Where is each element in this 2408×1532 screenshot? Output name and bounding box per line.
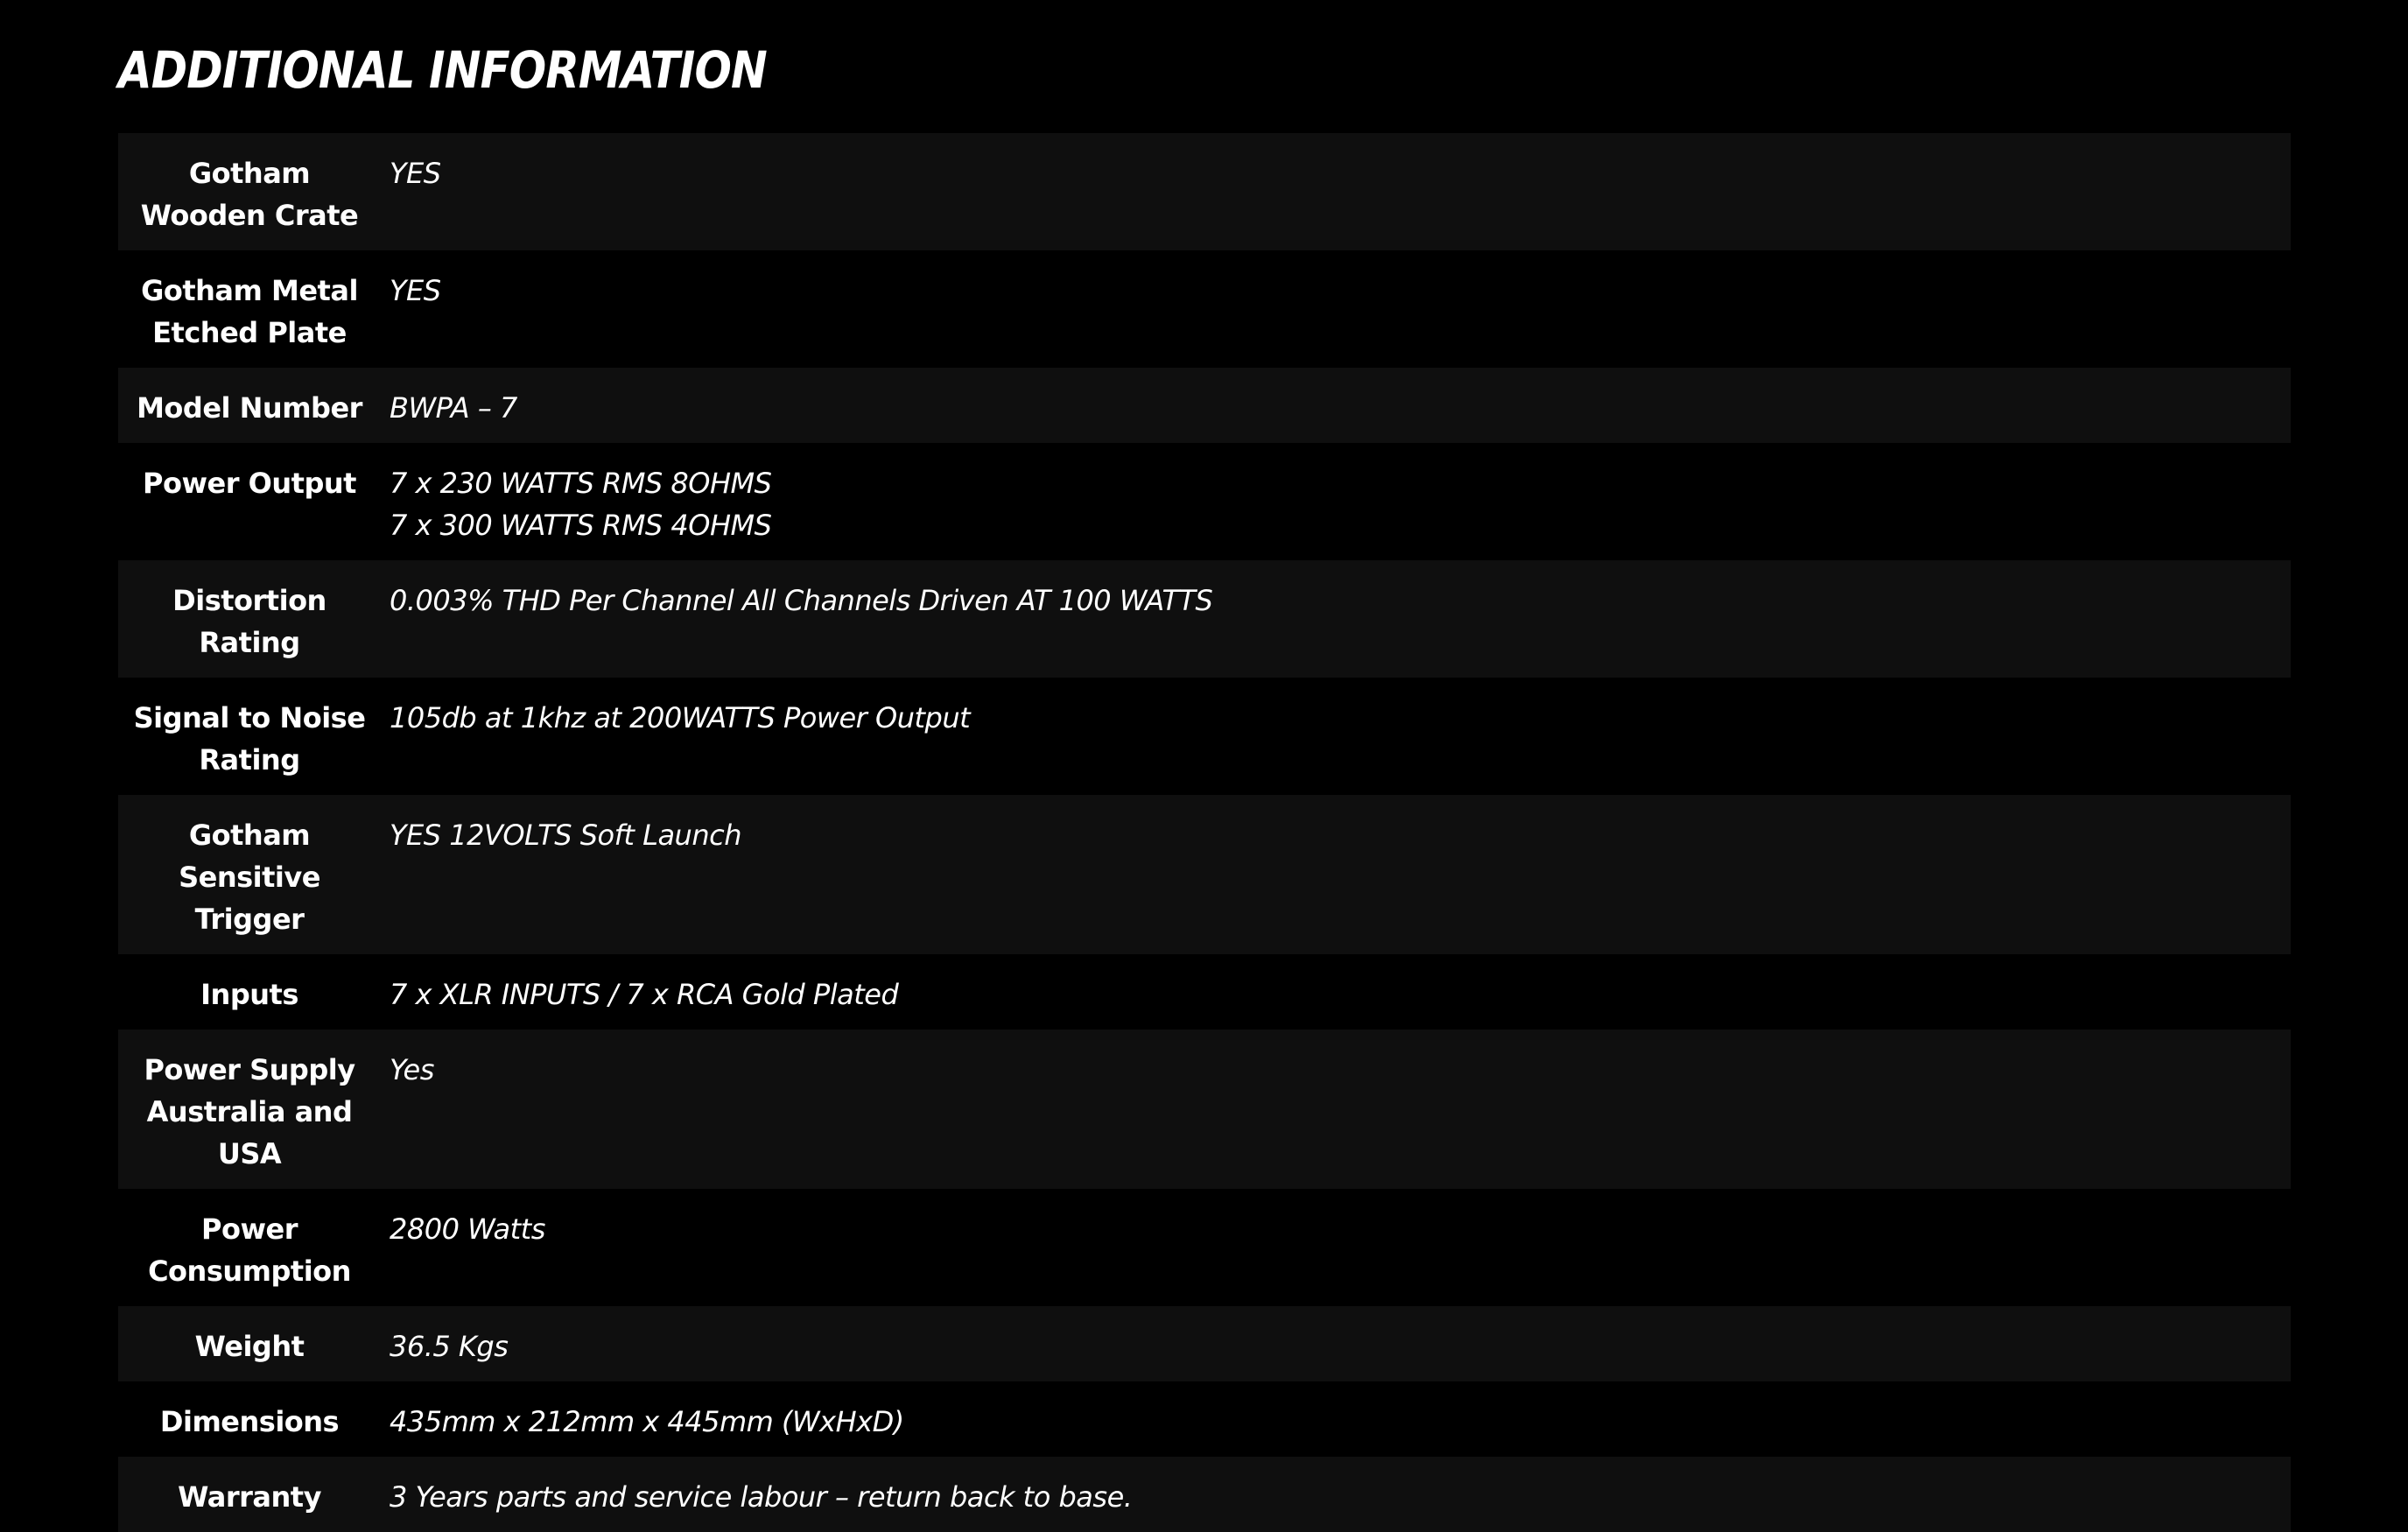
spec-value-line: 7 x 230 WATTS RMS 8OHMS [390,467,772,500]
spec-label: Power Supply Australia and USA [118,1030,381,1189]
spec-label: Distortion Rating [118,560,381,678]
spec-row [118,1306,2291,1381]
spec-value-line: YES [390,157,441,190]
spec-value-line: 2800 Watts [390,1212,545,1246]
spec-label: Dimensions [118,1381,381,1457]
spec-value-line: BWPA – 7 [390,391,517,425]
spec-value-line: Yes [390,1053,434,1086]
spec-row [118,795,2291,954]
spec-value-line: YES [390,274,441,307]
spec-value [381,368,2291,443]
spec-value-line: 7 x 300 WATTS RMS 4OHMS [390,509,772,542]
spec-label: Gotham Wooden Crate [118,133,381,250]
specs-table-body [118,133,2291,1532]
spec-value-line: 105db at 1khz at 200WATTS Power Output [390,701,971,734]
spec-value-line: YES 12VOLTS Soft Launch [390,819,741,852]
spec-value [381,1189,2291,1306]
spec-value [381,1381,2291,1457]
spec-row [118,678,2291,795]
spec-value [381,1457,2291,1532]
spec-row [118,1457,2291,1532]
spec-value [381,133,2291,250]
spec-row [118,954,2291,1030]
spec-value [381,954,2291,1030]
spec-row [118,560,2291,678]
spec-value [381,443,2291,560]
spec-label: Power Output [118,443,381,560]
spec-value-line: 7 x XLR INPUTS / 7 x RCA Gold Plated [390,978,899,1011]
spec-row [118,1381,2291,1457]
spec-label: Inputs [118,954,381,1030]
spec-row [118,368,2291,443]
spec-value-line: 0.003% THD Per Channel All Channels Driven AT 100 WATTS [390,584,1213,617]
spec-row [118,133,2291,250]
spec-label: Power Consumption [118,1189,381,1306]
spec-label: Gotham Sensitive Trigger [118,795,381,954]
spec-value [381,1306,2291,1381]
spec-value-line: 435mm x 212mm x 445mm (WxHxD) [390,1405,904,1438]
spec-label: Signal to Noise Rating [118,678,381,795]
spec-value [381,795,2291,954]
spec-label: Model Number [118,368,381,443]
spec-value [381,560,2291,678]
specs-table [118,133,2291,1532]
spec-row [118,443,2291,560]
spec-label: Weight [118,1306,381,1381]
spec-row [118,250,2291,368]
section-title: ADDITIONAL INFORMATION [118,40,767,100]
spec-value [381,678,2291,795]
spec-row [118,1189,2291,1306]
spec-value [381,250,2291,368]
spec-row [118,1030,2291,1189]
spec-label: Warranty [118,1457,381,1532]
spec-value [381,1030,2291,1189]
spec-label: Gotham Metal Etched Plate [118,250,381,368]
spec-value-line: 3 Years parts and service labour – return back to base. [390,1480,1133,1514]
spec-value-line: 36.5 Kgs [390,1330,509,1363]
